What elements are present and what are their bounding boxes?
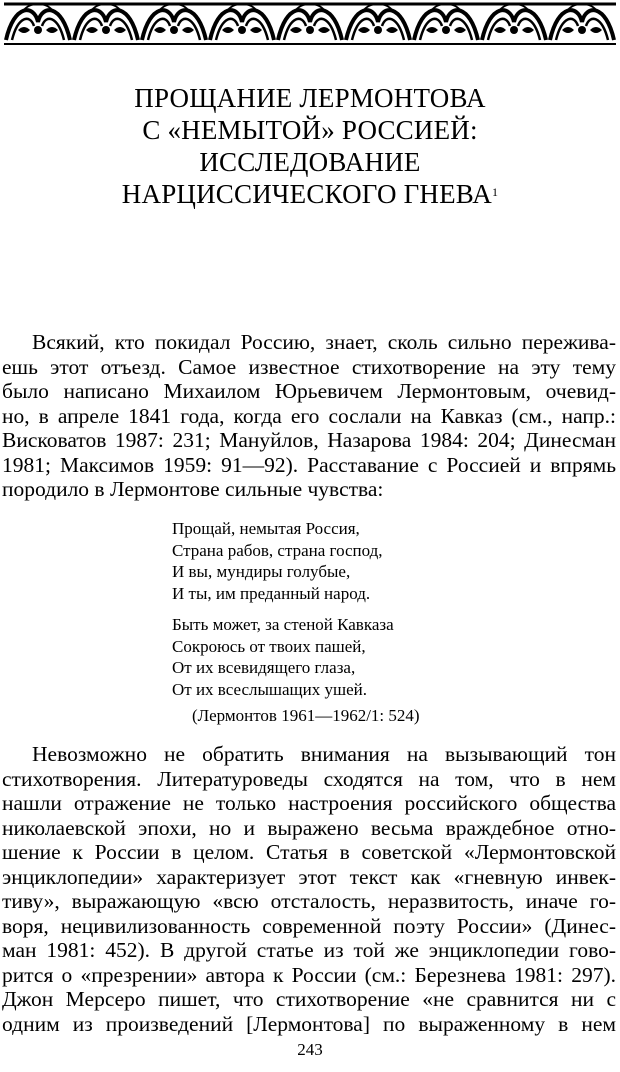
text-line: тиву», выражающую «всю отсталость, неразвитость, иначе го- <box>2 889 616 913</box>
poem-verse: От их всевидящего глаза, <box>172 658 356 677</box>
title-line-4 <box>60 178 560 210</box>
text-line: ешь этот отъезд. Самое известное стихотворение на эту тему <box>2 354 616 379</box>
poem-verse: И ты, им преданный народ. <box>172 583 371 603</box>
text-line: но, в апреле 1841 года, когда его сослали на Кавказ (см., напр.: <box>2 403 616 428</box>
text-line: породило в Лермонтове сильные чувства: <box>2 477 384 501</box>
poem-stanza-2 <box>172 614 394 700</box>
text-line: энциклопедии» характеризует этот текст как «гневную инвек- <box>2 864 616 889</box>
title-line-3: ИССЛЕДОВАНИЕ <box>199 147 421 177</box>
poem-stanza-1 <box>172 518 383 604</box>
text-line: одним из произведений [Лермонтова] по выраженному в нем <box>2 1011 616 1036</box>
title-line-4-text: НАРЦИССИЧЕСКОГО ГНЕВА <box>121 179 492 209</box>
text-line: ман 1981: 452). В другой статье из той же энциклопедии гово- <box>2 938 616 962</box>
paragraph-intro <box>2 330 616 502</box>
footnote-marker: 1 <box>492 185 499 199</box>
poem-verse: Прощай, немытая Россия, <box>172 519 360 538</box>
chapter-title <box>60 82 560 210</box>
poem-verse: От их всеслышащих ушей. <box>172 679 367 699</box>
text-line: Висковатов 1987: 231; Мануйлов, Назарова 1984: 204; Динесман <box>2 428 616 452</box>
text-line: николаевской эпохи, но и выражено весьма враждебное отно- <box>2 815 616 840</box>
text-line: стихотворения. Литературоведы сходятся на том, что в нем <box>2 766 616 791</box>
title-line-2: С «НЕМЫТОЙ» РОССИЕЙ: <box>142 115 478 145</box>
text-line: шение к России в целом. Статья в советской «Лермонтовской <box>2 840 616 864</box>
title-line-1: ПРОЩАНИЕ ЛЕРМОНТОВА <box>134 83 486 113</box>
poem-citation: (Лермонтов 1961—1962/1: 524) <box>192 706 420 725</box>
poem-verse: Сокроюсь от твоих пашей, <box>172 636 366 656</box>
poem-verse: Страна рабов, страна господ, <box>172 540 383 560</box>
text-line: Джон Мерсеро пишет, что стихотворение «не сравнится ни с <box>2 987 616 1011</box>
text-line: 1981; Максимов 1959: 91—92). Расставание с Россией и впрямь <box>2 452 616 477</box>
poem-verse: И вы, мундиры голубые, <box>172 562 351 581</box>
decorative-ornament-header <box>4 0 616 48</box>
text-line: Всякий, кто покидал Россию, знает, сколь сильно пережива- <box>32 330 616 354</box>
page-number: 243 <box>297 1040 323 1059</box>
paragraph-analysis <box>2 742 616 1036</box>
poem-verse: Быть может, за стеной Кавказа <box>172 615 394 634</box>
text-line: рится о «презрении» автора к России (см.: Березнева 1981: 297). <box>2 962 616 987</box>
text-line: Невозможно не обратить внимания на вызывающий тон <box>32 742 616 766</box>
text-line: было написано Михаилом Юрьевичем Лермонтовым, очевид- <box>2 379 616 403</box>
text-line: воря, нецивилизованность современной поэту России» (Динес- <box>2 913 616 938</box>
text-line: нашли отражение не только настроения российского общества <box>2 791 616 815</box>
